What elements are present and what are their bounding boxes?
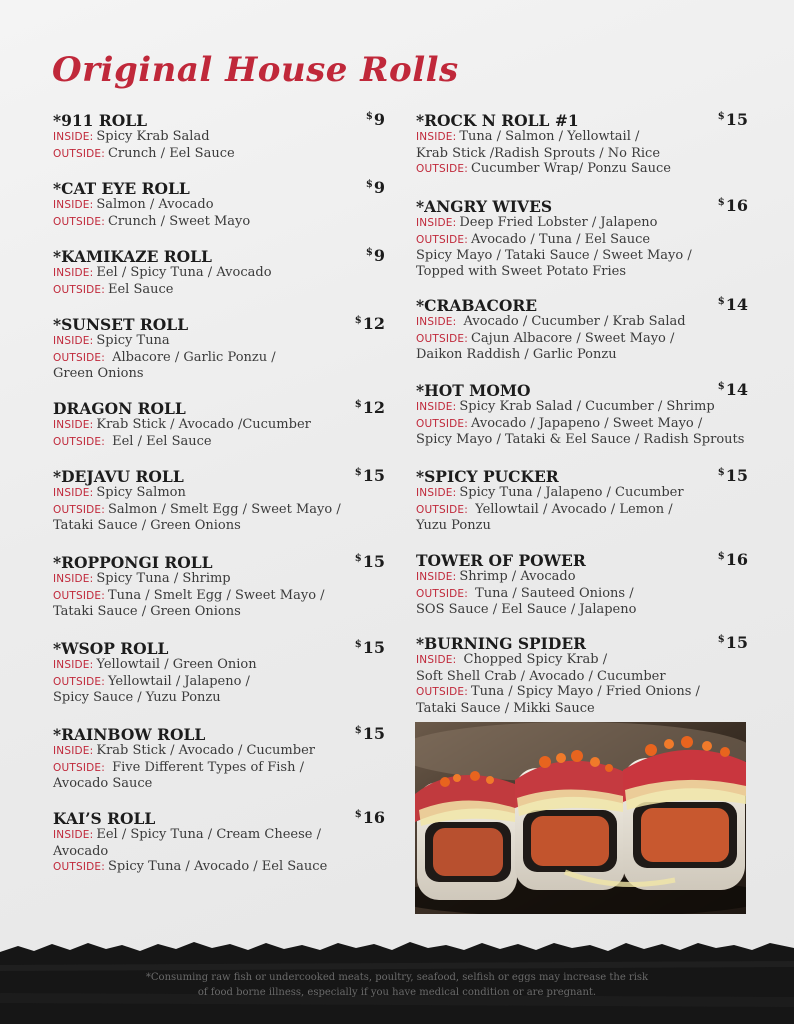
menu-item-rock-n-roll-1	[416, 112, 748, 178]
item-detail-line	[416, 652, 748, 669]
detail-text: Avocado / Tuna / Eel Sauce	[470, 231, 651, 247]
menu-item-crabacore	[416, 297, 748, 363]
item-detail-line	[53, 690, 385, 706]
item-detail-line	[53, 129, 385, 146]
item-detail-line	[53, 502, 385, 519]
menu-item-sunset-roll	[53, 316, 385, 382]
menu-item-dejavu-roll	[53, 468, 385, 534]
item-name: *CRABACORE	[416, 296, 538, 315]
price-value: 15	[362, 724, 385, 743]
menu-item-angry-wives	[416, 198, 748, 279]
item-detail-line	[416, 432, 748, 448]
detail-text: Tataki Sauce / Green Onions	[53, 604, 241, 620]
detail-text: Krab Stick / Avocado /Cucumber	[96, 417, 311, 432]
detail-tag: OUTSIDE:	[53, 503, 105, 516]
detail-text: Albacore / Garlic Ponzu /	[107, 349, 276, 365]
item-price	[355, 314, 385, 333]
price-value: 9	[373, 178, 385, 197]
menu-item-kamikaze-roll	[53, 248, 385, 298]
item-detail-line	[416, 684, 748, 701]
item-detail-line	[416, 518, 748, 534]
item-detail-line	[53, 485, 385, 502]
detail-tag: INSIDE:	[416, 131, 457, 143]
item-detail-line	[416, 129, 748, 146]
menu-item-cat-eye-roll	[53, 180, 385, 230]
price-value: 15	[725, 110, 748, 129]
item-detail-line	[53, 571, 385, 588]
detail-tag: OUTSIDE:	[53, 283, 105, 296]
detail-text: Tuna / Sauteed Onions /	[470, 585, 634, 601]
detail-text: Shrimp / Avocado	[459, 569, 576, 584]
detail-text: Spicy Sauce / Yuzu Ponzu	[53, 690, 221, 706]
item-detail-line	[416, 232, 748, 249]
price-value: 16	[725, 550, 748, 569]
detail-text: Avocado Sauce	[53, 776, 153, 792]
detail-text: SOS Sauce / Eel Sauce / Jalapeno	[416, 602, 637, 618]
item-price	[366, 178, 385, 197]
detail-text: Daikon Raddish / Garlic Ponzu	[416, 347, 617, 363]
dollar-sign: $	[354, 315, 362, 326]
item-detail-line	[53, 333, 385, 350]
item-detail-line	[416, 701, 748, 717]
item-name: *ANGRY WIVES	[416, 197, 553, 216]
detail-text: Salmon / Avocado	[96, 197, 214, 212]
item-name: *HOT MOMO	[416, 381, 531, 400]
dollar-sign: $	[717, 381, 725, 392]
detail-tag: INSIDE:	[53, 745, 94, 757]
item-detail-line	[416, 502, 748, 519]
item-name: TOWER OF POWER	[416, 551, 586, 570]
item-name: *KAMIKAZE ROLL	[53, 247, 212, 266]
detail-text: Spicy Mayo / Tataki & Eel Sauce / Radish Sprouts	[416, 432, 745, 448]
item-price	[355, 638, 385, 657]
item-name: *ROPPONGI ROLL	[53, 553, 213, 572]
detail-tag: OUTSIDE:	[53, 675, 105, 688]
detail-text: Avocado	[53, 843, 109, 859]
detail-text: Crunch / Eel Sauce	[107, 145, 235, 161]
sushi-photo	[415, 722, 746, 914]
item-detail-line	[53, 743, 385, 760]
menu-item-rainbow-roll	[53, 726, 385, 792]
detail-tag: INSIDE:	[53, 487, 94, 499]
detail-tag: OUTSIDE:	[416, 417, 468, 430]
menu-title: Original House Rolls	[52, 50, 459, 90]
item-detail-line	[416, 264, 748, 280]
item-price	[718, 295, 748, 314]
detail-text: Tataki Sauce / Mikki Sauce	[416, 700, 595, 716]
detail-text: Cucumber Wrap/ Ponzu Sauce	[470, 161, 671, 177]
item-name: *ROCK N ROLL #1	[416, 111, 579, 130]
menu-item-dragon-roll	[53, 400, 385, 450]
detail-tag: INSIDE:	[53, 573, 94, 585]
item-detail-line	[416, 146, 748, 162]
item-price	[366, 246, 385, 265]
detail-text: Crunch / Sweet Mayo	[107, 213, 251, 229]
item-detail-line	[53, 146, 385, 163]
item-price	[718, 466, 748, 485]
menu-item-911-roll	[53, 112, 385, 162]
menu-item-hot-momo	[416, 382, 748, 448]
detail-tag: OUTSIDE:	[53, 589, 105, 602]
price-value: 15	[362, 466, 385, 485]
item-detail-line	[416, 669, 748, 685]
detail-text: Eel / Spicy Tuna / Cream Cheese /	[96, 827, 321, 842]
item-price	[718, 633, 748, 652]
detail-text: Five Different Types of Fish /	[107, 759, 304, 775]
detail-text: Soft Shell Crab / Avocado / Cucumber	[416, 668, 666, 684]
detail-tag: INSIDE:	[53, 419, 94, 431]
item-price	[718, 196, 748, 215]
detail-tag: OUTSIDE:	[53, 147, 105, 160]
dollar-sign: $	[354, 399, 362, 410]
dollar-sign: $	[354, 639, 362, 650]
detail-text: Deep Fried Lobster / Jalapeno	[459, 215, 658, 230]
detail-text: Eel Sauce	[107, 281, 174, 297]
menu-item-kai-s-roll	[53, 810, 385, 876]
dollar-sign: $	[717, 467, 725, 478]
price-value: 16	[362, 808, 385, 827]
price-value: 14	[725, 295, 748, 314]
detail-tag: OUTSIDE:	[416, 163, 468, 176]
detail-tag: INSIDE:	[53, 335, 94, 347]
menu-item-spicy-pucker	[416, 468, 748, 534]
item-detail-line	[416, 586, 748, 603]
detail-text: Yellowtail / Green Onion	[96, 657, 257, 672]
detail-text: Eel / Spicy Tuna / Avocado	[96, 265, 272, 280]
dollar-sign: $	[354, 809, 362, 820]
detail-text: Yellowtail / Jalapeno /	[107, 673, 250, 689]
item-detail-line	[416, 399, 748, 416]
item-detail-line	[53, 827, 385, 844]
menu-item-roppongi-roll	[53, 554, 385, 620]
item-detail-line	[53, 197, 385, 214]
item-detail-line	[53, 350, 385, 367]
item-detail-line	[53, 657, 385, 674]
item-price	[718, 550, 748, 569]
detail-text: Spicy Mayo / Tataki Sauce / Sweet Mayo /	[416, 248, 692, 264]
detail-tag: INSIDE:	[416, 654, 457, 666]
price-value: 12	[362, 314, 385, 333]
item-detail-line	[416, 331, 748, 348]
item-detail-line	[53, 214, 385, 231]
price-value: 15	[725, 633, 748, 652]
detail-text: Salmon / Smelt Egg / Sweet Mayo /	[107, 501, 341, 517]
detail-text: Spicy Tuna	[96, 333, 170, 348]
dollar-sign: $	[717, 197, 725, 208]
menu-item-tower-of-power	[416, 552, 748, 618]
detail-text: Spicy Tuna / Jalapeno / Cucumber	[459, 485, 684, 500]
dollar-sign: $	[354, 725, 362, 736]
detail-tag: OUTSIDE:	[53, 351, 105, 364]
price-value: 9	[373, 246, 385, 265]
detail-text: Eel / Eel Sauce	[107, 433, 212, 449]
detail-text: Green Onions	[53, 366, 144, 382]
detail-tag: OUTSIDE:	[416, 332, 468, 345]
detail-tag: OUTSIDE:	[53, 435, 105, 448]
detail-tag: INSIDE:	[416, 487, 457, 499]
price-value: 15	[362, 638, 385, 657]
detail-text: Tuna / Smelt Egg / Sweet Mayo /	[107, 587, 325, 603]
dollar-sign: $	[365, 111, 373, 122]
item-name: *911 ROLL	[53, 111, 148, 130]
detail-tag: OUTSIDE:	[416, 587, 468, 600]
detail-text: Yuzu Ponzu	[416, 518, 491, 534]
item-name: DRAGON ROLL	[53, 399, 186, 418]
price-value: 14	[725, 380, 748, 399]
dollar-sign: $	[365, 179, 373, 190]
detail-text: Topped with Sweet Potato Fries	[416, 263, 627, 279]
detail-tag: INSIDE:	[53, 829, 94, 841]
dollar-sign: $	[717, 111, 725, 122]
item-detail-line	[53, 434, 385, 451]
dollar-sign: $	[365, 247, 373, 258]
detail-text: Avocado / Cucumber / Krab Salad	[459, 314, 686, 329]
item-detail-line	[53, 760, 385, 777]
price-value: 12	[362, 398, 385, 417]
item-name: KAI’S ROLL	[53, 809, 156, 828]
item-detail-line	[53, 518, 385, 534]
detail-tag: INSIDE:	[416, 316, 457, 328]
item-detail-line	[53, 604, 385, 620]
item-name: *SUNSET ROLL	[53, 315, 189, 334]
detail-tag: INSIDE:	[53, 199, 94, 211]
item-detail-line	[416, 416, 748, 433]
item-detail-line	[416, 485, 748, 502]
detail-tag: INSIDE:	[416, 571, 457, 583]
detail-text: Spicy Tuna / Avocado / Eel Sauce	[107, 859, 328, 875]
item-detail-line	[53, 674, 385, 691]
item-detail-line	[416, 569, 748, 586]
detail-tag: OUTSIDE:	[53, 861, 105, 874]
detail-tag: OUTSIDE:	[416, 686, 468, 699]
item-detail-line	[416, 314, 748, 331]
dollar-sign: $	[717, 634, 725, 645]
dollar-sign: $	[354, 467, 362, 478]
item-detail-line	[53, 265, 385, 282]
dollar-sign: $	[354, 553, 362, 564]
detail-text: Tuna / Salmon / Yellowtail /	[459, 129, 640, 144]
menu-item-burning-spider	[416, 635, 748, 716]
item-name: *DEJAVU ROLL	[53, 467, 184, 486]
item-detail-line	[53, 282, 385, 299]
disclaimer-line-1: *Consuming raw fish or undercooked meats, poultry, seafood, selfish or eggs may increase the risk	[145, 972, 649, 983]
detail-text: Krab Stick /Radish Sprouts / No Rice	[416, 145, 661, 161]
item-price	[718, 110, 748, 129]
detail-text: Tuna / Spicy Mayo / Fried Onions /	[470, 684, 700, 700]
detail-text: Krab Stick / Avocado / Cucumber	[96, 743, 315, 758]
detail-text: Chopped Spicy Krab /	[459, 652, 608, 667]
item-detail-line	[53, 417, 385, 434]
disclaimer	[0, 970, 794, 1000]
detail-text: Cajun Albacore / Sweet Mayo /	[470, 330, 675, 346]
detail-tag: INSIDE:	[416, 217, 457, 229]
item-name: *SPICY PUCKER	[416, 467, 559, 486]
item-name: *BURNING SPIDER	[416, 634, 587, 653]
detail-text: Spicy Krab Salad / Cucumber / Shrimp	[459, 399, 715, 414]
dollar-sign: $	[717, 296, 725, 307]
item-price	[355, 398, 385, 417]
item-price	[355, 724, 385, 743]
item-detail-line	[53, 859, 385, 876]
price-value: 15	[725, 466, 748, 485]
detail-tag: OUTSIDE:	[53, 215, 105, 228]
price-value: 9	[373, 110, 385, 129]
detail-tag: OUTSIDE:	[53, 761, 105, 774]
item-name: *CAT EYE ROLL	[53, 179, 190, 198]
item-detail-line	[416, 215, 748, 232]
item-detail-line	[53, 776, 385, 792]
detail-text: Tataki Sauce / Green Onions	[53, 518, 241, 534]
detail-tag: INSIDE:	[53, 267, 94, 279]
detail-text: Avocado / Japapeno / Sweet Mayo /	[470, 415, 703, 431]
item-detail-line	[416, 161, 748, 178]
item-name: *RAINBOW ROLL	[53, 725, 206, 744]
detail-text: Spicy Salmon	[96, 485, 186, 500]
item-name: *WSOP ROLL	[53, 639, 169, 658]
item-price	[366, 110, 385, 129]
detail-tag: OUTSIDE:	[416, 503, 468, 516]
menu-item-wsop-roll	[53, 640, 385, 706]
detail-text: Spicy Tuna / Shrimp	[96, 571, 231, 586]
detail-tag: INSIDE:	[416, 401, 457, 413]
item-detail-line	[53, 588, 385, 605]
item-detail-line	[416, 347, 748, 363]
item-price	[355, 552, 385, 571]
item-detail-line	[53, 844, 385, 860]
item-detail-line	[416, 602, 748, 618]
price-value: 15	[362, 552, 385, 571]
item-detail-line	[53, 366, 385, 382]
detail-tag: INSIDE:	[53, 659, 94, 671]
disclaimer-line-2: of food borne illness, especially if you have medical condition or are pregnant.	[197, 987, 597, 998]
price-value: 16	[725, 196, 748, 215]
item-price	[355, 808, 385, 827]
detail-tag: OUTSIDE:	[416, 233, 468, 246]
detail-text: Spicy Krab Salad	[96, 129, 210, 144]
item-detail-line	[416, 248, 748, 264]
item-price	[355, 466, 385, 485]
detail-tag: INSIDE:	[53, 131, 94, 143]
dollar-sign: $	[717, 551, 725, 562]
item-price	[718, 380, 748, 399]
detail-text: Yellowtail / Avocado / Lemon /	[470, 501, 673, 517]
